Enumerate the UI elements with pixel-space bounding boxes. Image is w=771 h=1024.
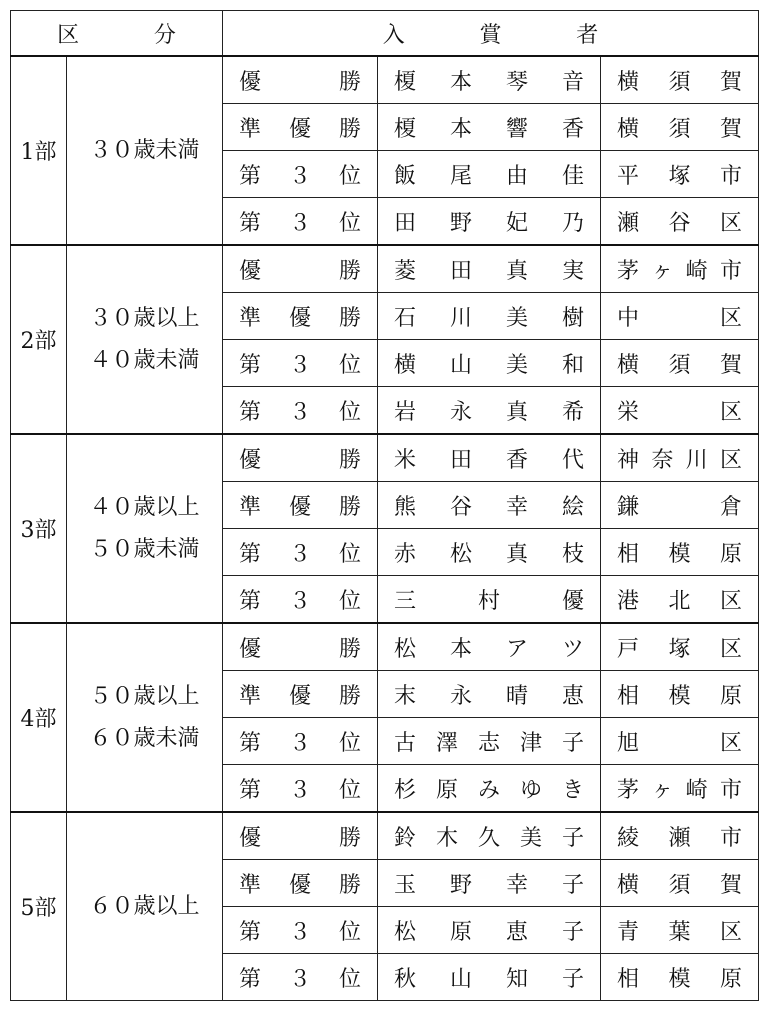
award-rank: 第３位 <box>223 529 378 576</box>
winner-city: 戸塚区 <box>601 623 759 671</box>
winners-header: 入 賞 者 <box>223 11 759 57</box>
division-label: 4部 <box>11 623 67 812</box>
winner-name: 岩 永 真 希 <box>378 387 601 435</box>
winner-city: 青葉区 <box>601 907 759 954</box>
division-label: 2部 <box>11 245 67 434</box>
age-range <box>67 623 223 812</box>
winner-name: 松 原 恵 子 <box>378 907 601 954</box>
award-rank: 優 勝 <box>223 623 378 671</box>
winner-city: 横須賀 <box>601 104 759 151</box>
table-row <box>11 434 759 482</box>
winner-name: 秋 山 知 子 <box>378 954 601 1001</box>
winner-city: 横須賀 <box>601 340 759 387</box>
winner-city: 中 区 <box>601 293 759 340</box>
division-label: 3部 <box>11 434 67 623</box>
winner-city: 茅ヶ崎市 <box>601 765 759 813</box>
award-rank: 第３位 <box>223 198 378 246</box>
winner-name: 杉原みゆき <box>378 765 601 813</box>
winner-name: 赤 松 真 枝 <box>378 529 601 576</box>
results-body <box>11 56 759 1001</box>
winner-name: 飯 尾 由 佳 <box>378 151 601 198</box>
age-range <box>67 812 223 1001</box>
winner-name: 米 田 香 代 <box>378 434 601 482</box>
winner-name: 熊 谷 幸 絵 <box>378 482 601 529</box>
award-rank: 第３位 <box>223 151 378 198</box>
age-range <box>67 56 223 245</box>
award-rank: 準優勝 <box>223 671 378 718</box>
age-line: ３０歳未満 <box>89 137 200 163</box>
table-row <box>11 56 759 104</box>
winner-city: 港北区 <box>601 576 759 624</box>
winner-name: 榎 本 琴 音 <box>378 56 601 104</box>
winner-name: 古澤志津子 <box>378 718 601 765</box>
winner-name: 末 永 晴 恵 <box>378 671 601 718</box>
award-rank: 準優勝 <box>223 104 378 151</box>
table-row <box>11 245 759 293</box>
division-header: 区 分 <box>11 11 223 57</box>
winner-city: 相模原 <box>601 671 759 718</box>
winner-name: 田 野 妃 乃 <box>378 198 601 246</box>
winner-city: 栄 区 <box>601 387 759 435</box>
winner-name: 横 山 美 和 <box>378 340 601 387</box>
age-range <box>67 434 223 623</box>
winner-name: 石 川 美 樹 <box>378 293 601 340</box>
age-range <box>67 245 223 434</box>
winner-city: 瀬谷区 <box>601 198 759 246</box>
award-rank: 準優勝 <box>223 860 378 907</box>
winner-name: 鈴木久美子 <box>378 812 601 860</box>
award-rank: 第３位 <box>223 340 378 387</box>
winner-city: 横須賀 <box>601 860 759 907</box>
award-rank: 優 勝 <box>223 812 378 860</box>
award-rank: 第３位 <box>223 954 378 1001</box>
winner-name: 松 本 ア ツ <box>378 623 601 671</box>
results-table <box>10 10 759 1001</box>
age-line: ５０歳以上 <box>89 683 200 709</box>
header-row <box>11 11 759 57</box>
age-line: ４０歳以上 <box>89 494 200 520</box>
table-row <box>11 812 759 860</box>
winner-city: 相模原 <box>601 954 759 1001</box>
winner-name: 三 村 優 <box>378 576 601 624</box>
award-rank: 第３位 <box>223 576 378 624</box>
winner-city: 茅ヶ崎市 <box>601 245 759 293</box>
award-rank: 優 勝 <box>223 434 378 482</box>
award-rank: 第３位 <box>223 907 378 954</box>
age-line: ５０歳未満 <box>89 536 200 562</box>
age-line: ６０歳未満 <box>89 725 200 751</box>
winner-name: 菱 田 真 実 <box>378 245 601 293</box>
winner-city: 横須賀 <box>601 56 759 104</box>
winner-city: 旭 区 <box>601 718 759 765</box>
winner-city: 相模原 <box>601 529 759 576</box>
award-rank: 準優勝 <box>223 293 378 340</box>
winner-name: 玉 野 幸 子 <box>378 860 601 907</box>
division-label: 5部 <box>11 812 67 1001</box>
winner-city: 神奈川区 <box>601 434 759 482</box>
winner-city: 鎌 倉 <box>601 482 759 529</box>
award-rank: 第３位 <box>223 765 378 813</box>
division-label: 1部 <box>11 56 67 245</box>
award-rank: 第３位 <box>223 387 378 435</box>
award-rank: 第３位 <box>223 718 378 765</box>
age-line: ６０歳以上 <box>89 893 200 919</box>
table-row <box>11 623 759 671</box>
age-line: ４０歳未満 <box>89 347 200 373</box>
award-rank: 優 勝 <box>223 56 378 104</box>
award-rank: 準優勝 <box>223 482 378 529</box>
winner-city: 平塚市 <box>601 151 759 198</box>
winner-name: 榎 本 響 香 <box>378 104 601 151</box>
winner-city: 綾瀬市 <box>601 812 759 860</box>
award-rank: 優 勝 <box>223 245 378 293</box>
age-line: ３０歳以上 <box>89 305 200 331</box>
